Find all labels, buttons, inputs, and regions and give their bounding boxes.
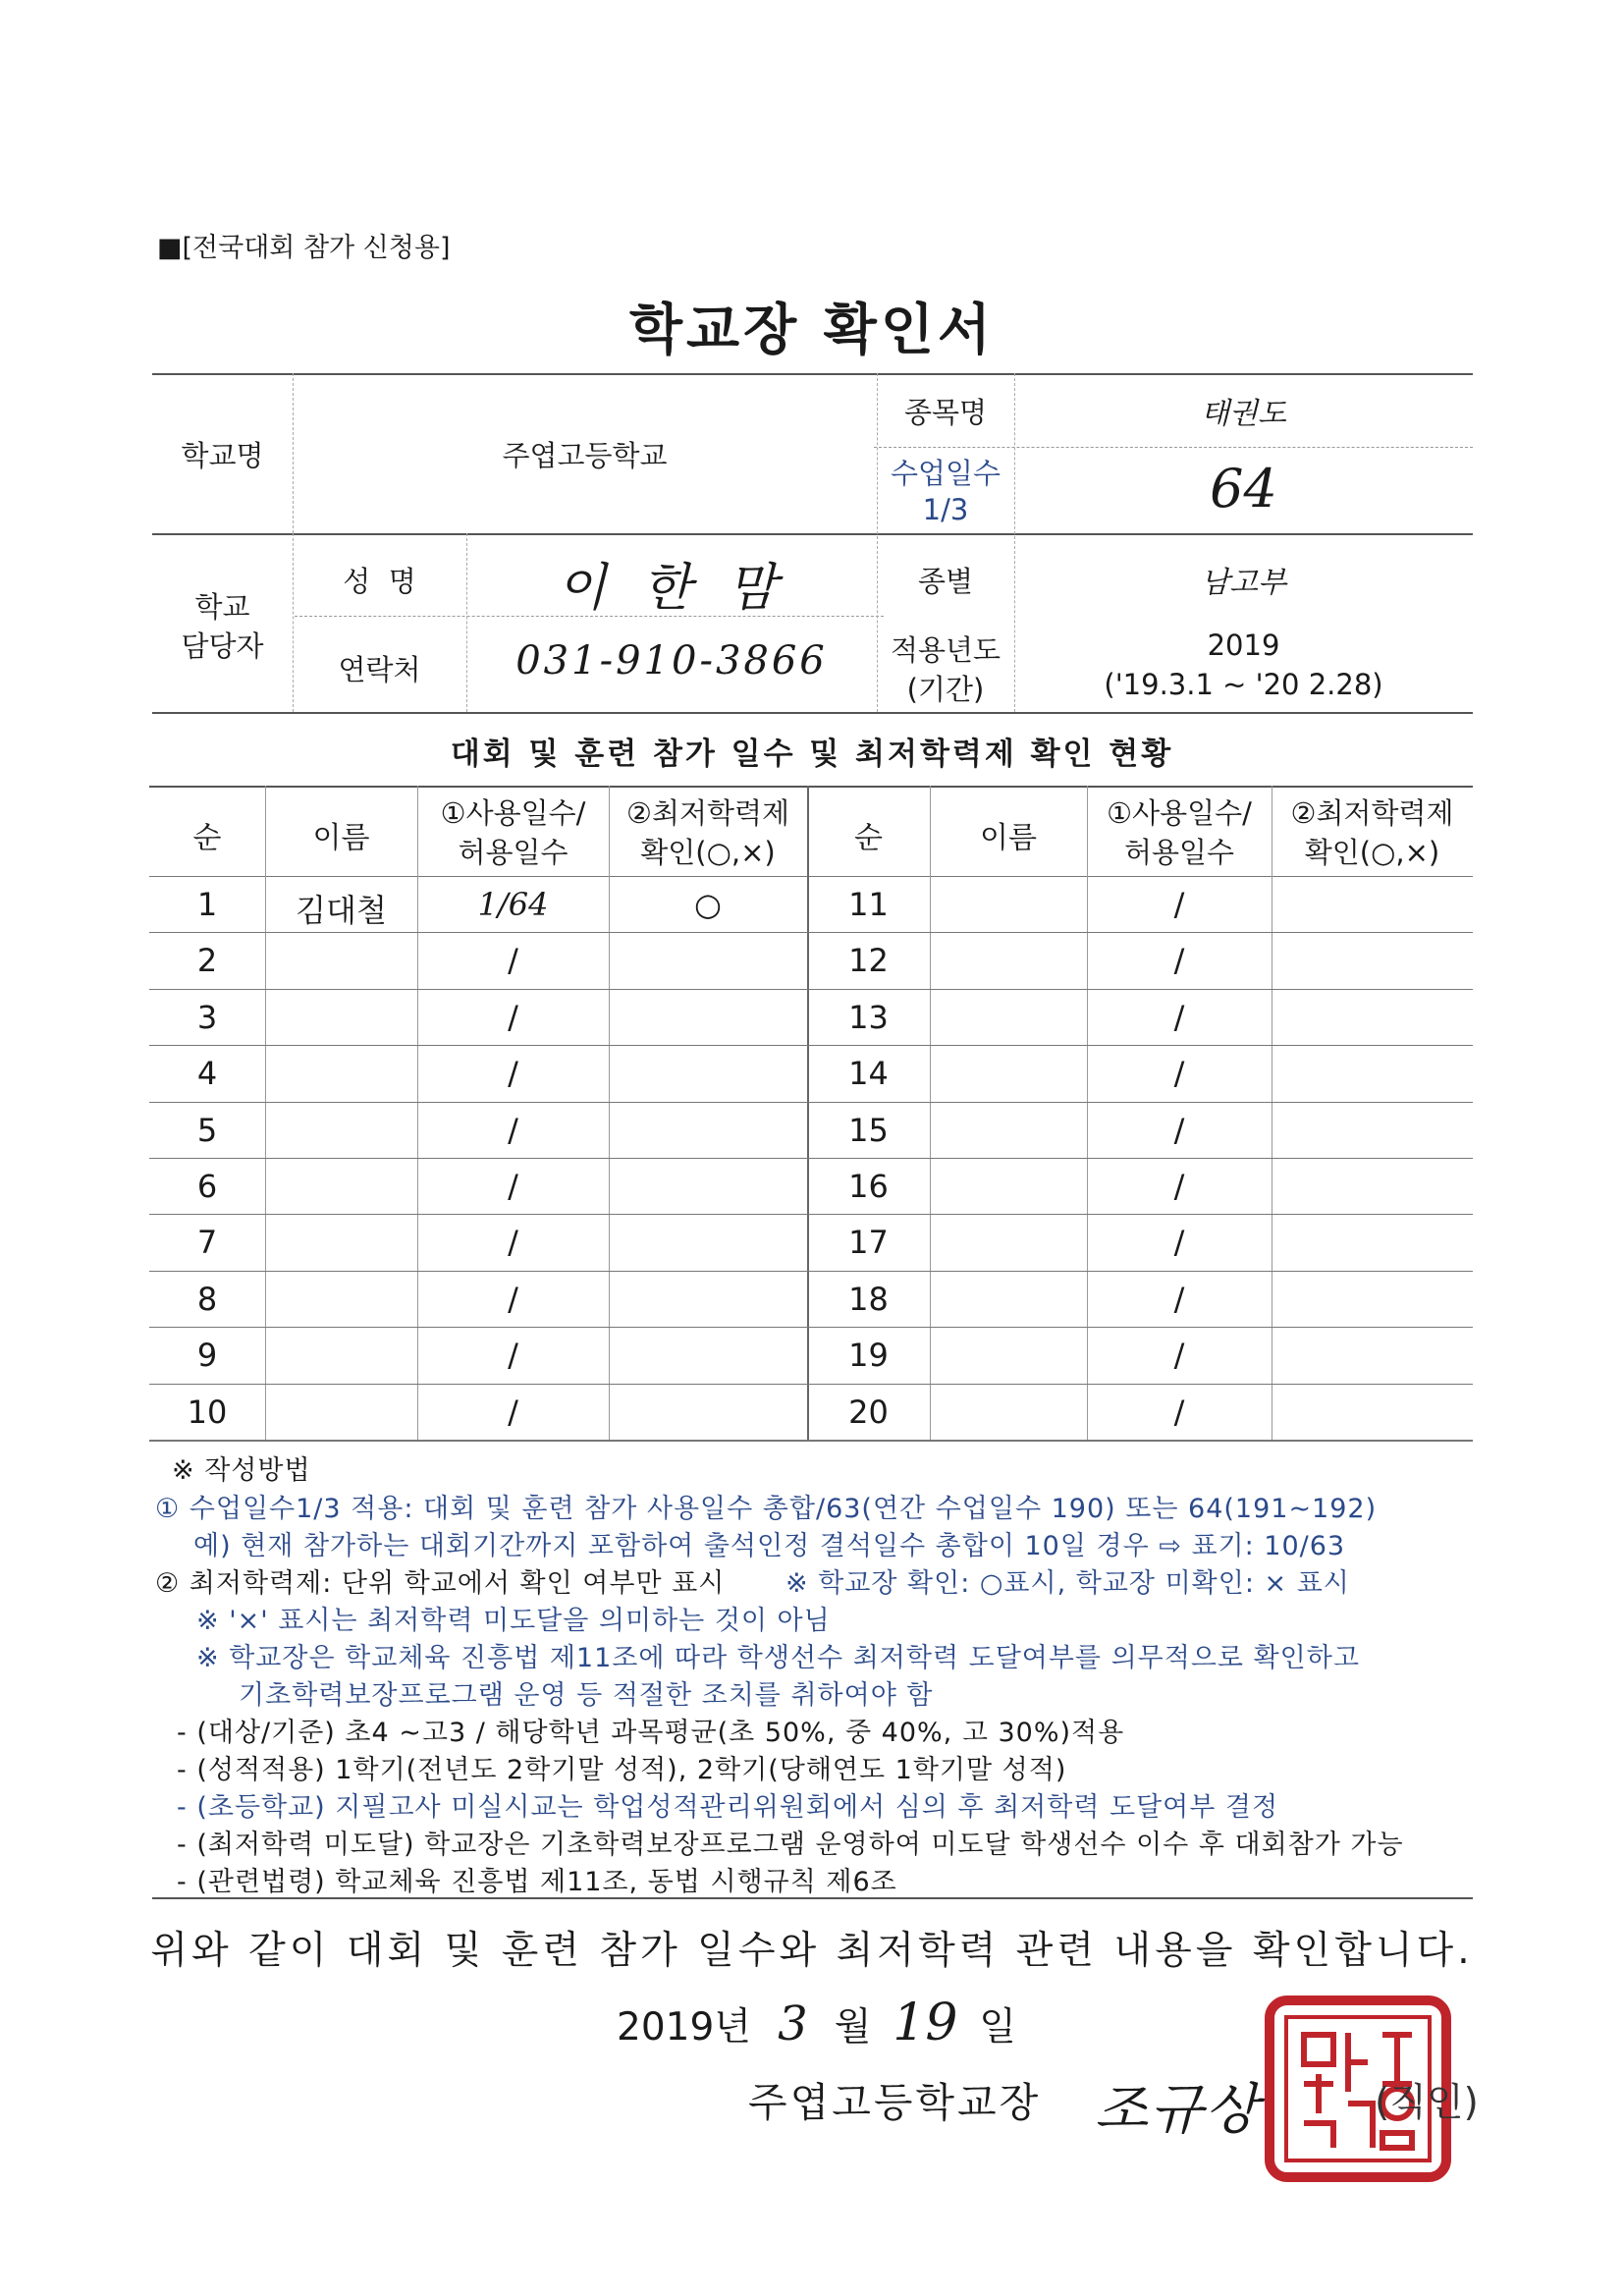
header-check: ②최저학력제 (1290, 796, 1454, 830)
table-row-border (149, 989, 1473, 990)
date-line (617, 1994, 1016, 2052)
form-type-tag: ■[전국대회 참가 신청용] (157, 233, 451, 263)
confirmation-text: 위와 같이 대회 및 훈련 참가 일수와 최저학력 관련 내용을 확인합니다. (150, 1929, 1474, 1973)
note-line: 기초학력보장프로그램 운영 등 적절한 조치를 취하여야 함 (239, 1680, 934, 1711)
sport-value: 태권도 (1201, 397, 1286, 431)
cell-days: / (508, 1280, 518, 1318)
info-divider (874, 447, 1473, 448)
cell-no: 7 (196, 1224, 218, 1262)
header-days-2: 허용일수 (1123, 836, 1235, 869)
cell-no: 3 (196, 998, 218, 1036)
cell-days: / (508, 1224, 518, 1262)
period-label: 적용년도 (890, 633, 1001, 667)
school-name-value: 주엽고등학교 (502, 439, 668, 472)
note-line: ※ 학교장 확인: ○표시, 학교장 미확인: × 표시 (785, 1568, 1350, 1599)
table-row-border (149, 932, 1473, 933)
cell-days: / (1173, 942, 1185, 980)
header-days-2: 허용일수 (458, 836, 568, 869)
cell-no: 15 (848, 1111, 889, 1149)
notes-bottom-border (152, 1897, 1473, 1899)
header-check: ②최저학력제 (625, 796, 790, 830)
table-row-border (149, 1384, 1473, 1385)
period-year: 2019 (1207, 629, 1280, 662)
header-no: 순 (854, 821, 883, 855)
contact-value: 031-910-3866 (515, 638, 828, 683)
header-check-2: 확인(○,×) (1304, 836, 1440, 869)
manager-label: 학교 (194, 590, 250, 624)
cell-no: 4 (196, 1055, 218, 1093)
cell-no: 16 (848, 1168, 889, 1205)
cell-no: 8 (196, 1280, 218, 1318)
class-days-value: 64 (1210, 458, 1277, 519)
manager-label-2: 담당자 (181, 629, 264, 663)
cell-days: / (508, 998, 518, 1036)
note-line: - (최저학력 미도달) 학교장은 기초학력보장프로그램 운영하여 미도달 학생선수 이수 후 대회참가 가능 (177, 1830, 1404, 1860)
cell-no: 2 (196, 942, 218, 980)
cell-check: ○ (694, 886, 722, 923)
table-row-border (149, 1045, 1473, 1046)
cell-no: 1 (196, 886, 218, 923)
category-value: 남고부 (1201, 566, 1286, 600)
cell-no: 12 (848, 942, 889, 980)
note-line: ② 최저학력제: 단위 학교에서 확인 여부만 표시 (155, 1568, 726, 1599)
category-label: 종별 (917, 565, 974, 598)
date-month-value: 3 (778, 1996, 808, 2051)
section-title: 대회 및 훈련 참가 일수 및 최저학력제 확인 현황 (450, 737, 1174, 772)
date-month-label: 월 (834, 2005, 872, 2050)
cell-days: / (1173, 998, 1185, 1036)
header-days: ①사용일수/ (440, 796, 586, 830)
cell-days: / (1173, 886, 1185, 923)
note-line: - (성적적용) 1학기(전년도 2학기말 성적), 2학기(당해연도 1학기말 성적) (177, 1755, 1067, 1785)
cell-no: 5 (196, 1111, 218, 1149)
cell-days: / (1173, 1055, 1185, 1093)
cell-no: 18 (848, 1280, 889, 1318)
manager-name-value: 이 한 맘 (557, 559, 786, 618)
table-top-border (149, 786, 1473, 788)
cell-no: 9 (196, 1337, 218, 1375)
table-row-border (149, 1102, 1473, 1103)
header-name: 이름 (312, 821, 370, 855)
cell-no: 13 (848, 998, 889, 1036)
table-row-border (149, 1440, 1473, 1442)
table-divider (609, 786, 610, 1440)
page-title: 학교장 확인서 (628, 299, 996, 362)
manager-name-label: 성 명 (343, 565, 416, 598)
info-divider (152, 533, 1473, 535)
info-bottom-border (152, 712, 1473, 714)
table-divider (265, 786, 266, 1440)
cell-no: 20 (848, 1393, 889, 1431)
note-line: - (대상/기준) 초4 ~고3 / 해당학년 과목평균(초 50%, 중 40%, 고 30%)적용 (177, 1718, 1125, 1748)
notes-heading: ※ 작성방법 (172, 1455, 311, 1486)
cell-days: / (508, 1337, 518, 1375)
cell-days: / (508, 1393, 518, 1431)
date-year: 2019년 (617, 2005, 751, 2050)
cell-days: / (508, 1168, 518, 1205)
date-day-label: 일 (979, 2005, 1016, 2050)
table-divider (930, 786, 931, 1440)
header-name: 이름 (980, 821, 1037, 855)
header-no: 순 (192, 821, 222, 855)
cell-no: 14 (848, 1055, 889, 1093)
cell-days: / (1173, 1280, 1185, 1318)
header-days: ①사용일수/ (1107, 796, 1252, 830)
cell-days: / (508, 1055, 518, 1093)
cell-no: 10 (187, 1393, 228, 1431)
class-days-fraction: 1/3 (922, 493, 969, 526)
cell-no: 6 (196, 1168, 218, 1205)
table-row-border (149, 1158, 1473, 1159)
cell-days: / (508, 1111, 518, 1149)
cell-days: / (508, 942, 518, 980)
school-name-label: 학교명 (181, 439, 264, 472)
note-line: ① 수업일수1/3 적용: 대회 및 훈련 참가 사용일수 총합/63(연간 수업일수 190) 또는 64(191~192) (155, 1494, 1378, 1524)
signer-title: 주엽고등학교장 (748, 2079, 1042, 2126)
cell-days: / (1173, 1111, 1185, 1149)
cell-days: / (1173, 1393, 1185, 1431)
date-day-value: 19 (893, 1994, 958, 2052)
note-line: ※ '×' 표시는 최저학력 미도달을 의미하는 것이 아님 (196, 1606, 831, 1636)
cell-name: 김대철 (296, 892, 387, 929)
table-row-border (149, 1271, 1473, 1272)
cell-days: 1/64 (477, 886, 549, 923)
table-row-border (149, 1214, 1473, 1215)
header-check-2: 확인(○,×) (640, 836, 776, 869)
cell-no: 17 (848, 1224, 889, 1262)
info-top-border (152, 373, 1473, 375)
class-days-label: 수업일수 (890, 457, 1001, 490)
cell-days: / (1173, 1337, 1185, 1375)
cell-days: / (1173, 1168, 1185, 1205)
note-line: 예) 현재 참가하는 대회기간까지 포함하여 출석인정 결석일수 총합이 10일 경우 ⇨ 표기: 10/63 (193, 1531, 1346, 1561)
principal-signature: 조규상 (1095, 2078, 1261, 2142)
sport-label: 종목명 (903, 396, 988, 429)
period-range: ('19.3.1 ~ '20 2.28) (1104, 668, 1383, 701)
table-row-border (149, 1327, 1473, 1328)
cell-no: 19 (848, 1337, 889, 1375)
note-line: ※ 학교장은 학교체육 진흥법 제11조에 따라 학생선수 최저학력 도달여부를 의무적으로 확인하고 (196, 1643, 1360, 1673)
cell-days: / (1173, 1224, 1185, 1262)
cell-no: 11 (848, 886, 889, 923)
period-label-2: (기간) (906, 673, 985, 706)
table-header-border (149, 876, 1473, 877)
note-line: - (관련법령) 학교체육 진흥법 제11조, 동법 시행규칙 제6조 (177, 1867, 897, 1897)
seal-label: (직인) (1375, 2081, 1479, 2125)
contact-label: 연락처 (338, 653, 421, 686)
note-line: - (초등학교) 지필고사 미실시교는 학업성적관리위원회에서 심의 후 최저학력 도달여부 결정 (177, 1792, 1279, 1823)
